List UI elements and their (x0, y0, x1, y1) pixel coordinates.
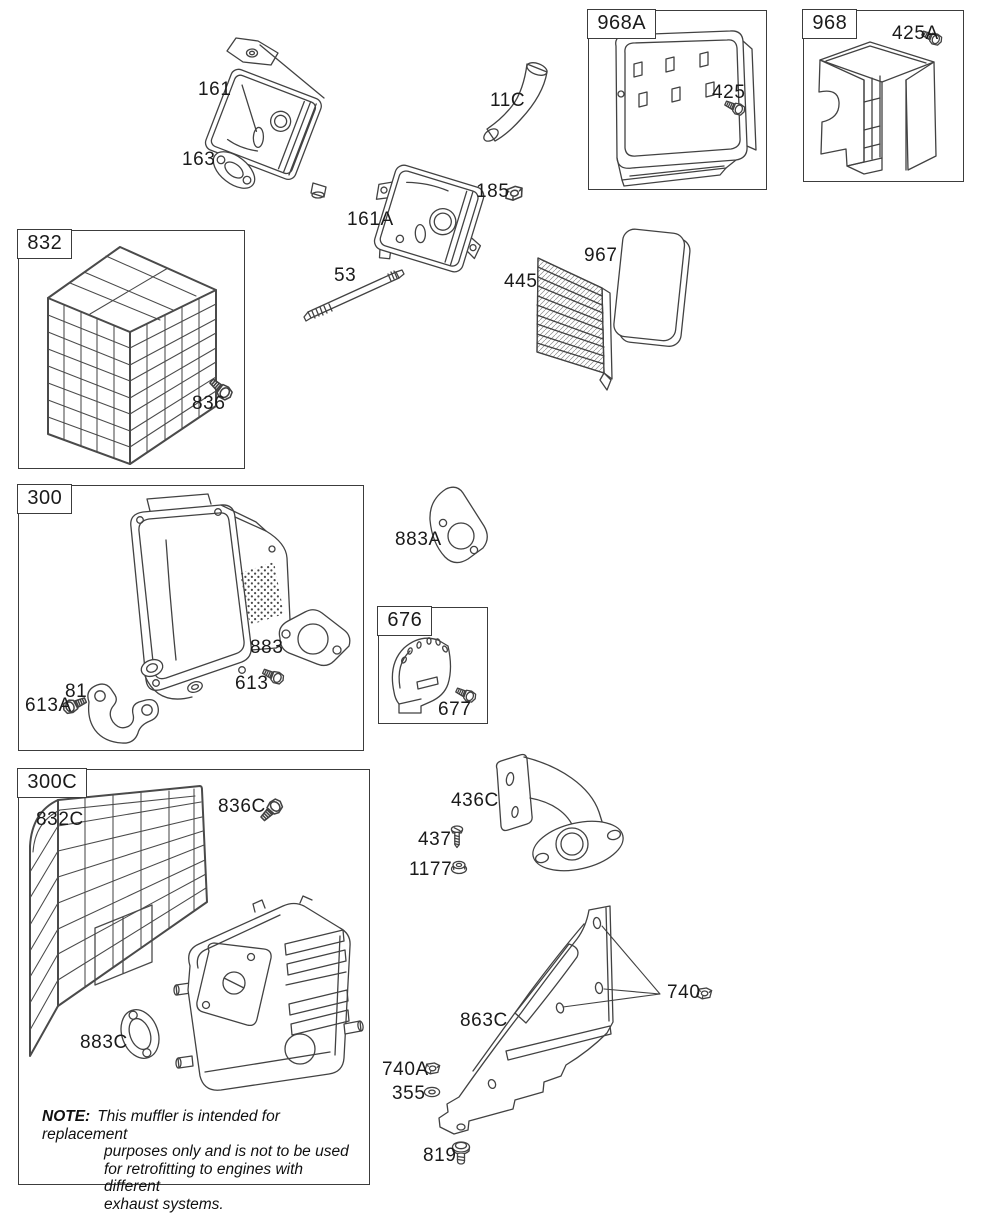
filter-element-967-drawing (612, 228, 691, 347)
group-label-300: 300 (17, 484, 72, 514)
note-text-2: purposes only and is not to be used (104, 1143, 354, 1161)
part-label-11C: 11C (490, 91, 525, 111)
part-label-445: 445 (504, 272, 538, 292)
part-label-1177: 1177 (409, 860, 452, 880)
part-label-355: 355 (392, 1084, 426, 1104)
part-label-161: 161 (198, 80, 232, 100)
replacement-note (42, 1108, 354, 1213)
note-text-1: This muffler is intended for replacement (42, 1108, 280, 1143)
group-frame-832 (18, 230, 245, 469)
washer-355-drawing (424, 1087, 439, 1096)
group-label-968: 968 (802, 9, 857, 39)
part-label-613A: 613A (25, 696, 72, 716)
part-label-883C: 883C (80, 1033, 128, 1053)
screw-437-drawing (451, 826, 462, 848)
group-label-676: 676 (377, 606, 432, 636)
part-label-613: 613 (235, 674, 269, 694)
part-label-740A: 740A (382, 1060, 429, 1080)
part-label-740: 740 (667, 983, 701, 1003)
group-label-968A: 968A (587, 9, 656, 39)
part-label-437: 437 (418, 830, 452, 850)
part-label-832C: 832C (36, 810, 84, 830)
nut-1177-drawing (452, 861, 467, 873)
part-label-161A: 161A (347, 210, 394, 230)
group-label-300C: 300C (17, 768, 87, 798)
part-label-863C: 863C (460, 1011, 508, 1031)
gasket-883A-drawing (430, 487, 487, 562)
group-frame-968 (803, 10, 964, 182)
part-label-836: 836 (192, 394, 226, 414)
part-label-883A: 883A (395, 530, 442, 550)
note-prefix: NOTE: (42, 1108, 90, 1125)
note-text-4: exhaust systems. (104, 1196, 354, 1213)
part-label-163: 163 (182, 150, 216, 170)
part-label-185: 185 (476, 182, 510, 202)
note-line-1 (42, 1108, 354, 1143)
part-label-81: 81 (65, 682, 87, 702)
part-label-436C: 436C (451, 791, 499, 811)
part-label-836C: 836C (218, 797, 266, 817)
exhaust-elbow-436C-drawing (497, 755, 628, 879)
note-text-3: for retrofitting to engines with different (104, 1161, 354, 1196)
part-label-53: 53 (334, 266, 356, 286)
part-label-883: 883 (250, 638, 284, 658)
part-label-967: 967 (584, 246, 618, 266)
part-label-425A: 425A (892, 24, 939, 44)
part-label-819: 819 (423, 1146, 457, 1166)
part-label-677: 677 (438, 700, 472, 720)
part-label-425: 425 (712, 83, 746, 103)
air-filter-445-drawing (537, 258, 612, 390)
group-label-832: 832 (17, 229, 72, 259)
